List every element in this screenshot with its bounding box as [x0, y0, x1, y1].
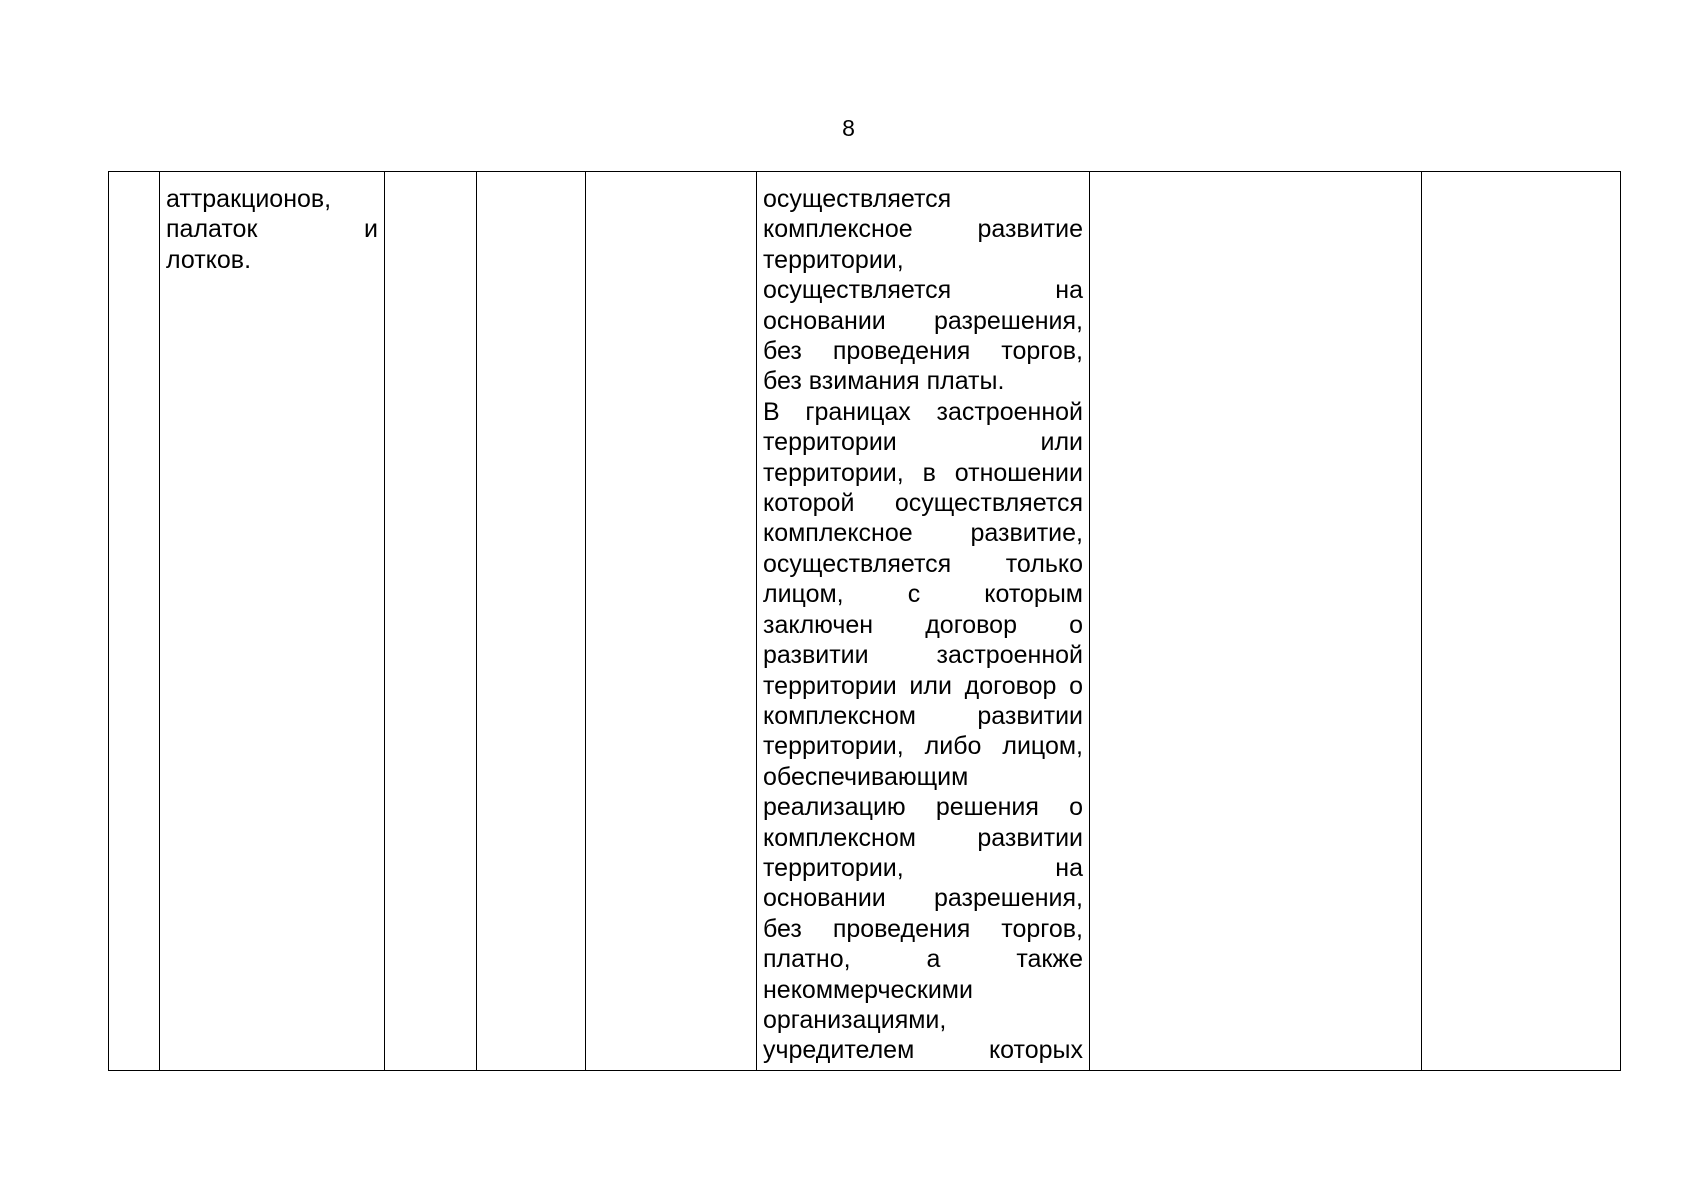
conditions-line: комплексном развитии [763, 823, 1083, 852]
conditions-line: комплексном развитии [763, 701, 1083, 730]
use-description-line: аттракционов, [166, 185, 332, 213]
conditions-line: территории, [763, 245, 904, 274]
conditions-line: без взимания платы. [763, 367, 1005, 396]
page-number: 8 [842, 115, 855, 141]
conditions-text [763, 184, 1083, 1066]
conditions-line: некоммерческими [763, 975, 973, 1004]
conditions-line: заключен договор о [763, 610, 1083, 639]
table-cell-3 [385, 172, 477, 1071]
use-description-line: палаток и [166, 215, 378, 244]
conditions-line: осуществляется [763, 185, 952, 213]
conditions-line: осуществляется на [763, 276, 1083, 305]
table-cell-5 [586, 172, 757, 1071]
conditions-line: В границах застроенной [763, 397, 1083, 426]
use-description-line: лотков. [166, 245, 252, 274]
conditions-line: учредителем которых [763, 1036, 1083, 1065]
use-description-text [166, 184, 378, 275]
conditions-line: осуществляется только [763, 549, 1083, 578]
conditions-line: территории или [763, 428, 1083, 457]
table-cell-conditions [757, 172, 1090, 1071]
conditions-line: комплексное развитие [763, 215, 1083, 244]
conditions-line: территории или договор о [763, 671, 1083, 700]
conditions-line: организациями, [763, 1005, 947, 1034]
table-cell-number [109, 172, 160, 1071]
conditions-line: основании разрешения, [763, 306, 1083, 335]
conditions-line: развитии застроенной [763, 641, 1083, 670]
conditions-line: без проведения торгов, [763, 337, 1083, 366]
conditions-line: основании разрешения, [763, 884, 1083, 913]
table-row [109, 172, 1621, 1071]
conditions-line: лицом, с которым [763, 580, 1083, 609]
conditions-line: обеспечивающим [763, 762, 969, 791]
table-cell-8 [1422, 172, 1621, 1071]
table-cell-4 [477, 172, 586, 1071]
table-cell-7 [1090, 172, 1422, 1071]
conditions-line: платно, а также [763, 945, 1083, 974]
table-cell-use-description [160, 172, 385, 1071]
conditions-line: которой осуществляется [763, 489, 1083, 518]
conditions-line: реализацию решения о [763, 793, 1083, 822]
conditions-line: без проведения торгов, [763, 914, 1083, 943]
conditions-line: территории, в отношении [763, 458, 1083, 487]
conditions-line: территории, на [763, 853, 1083, 882]
conditions-line: территории, либо лицом, [763, 732, 1083, 761]
conditions-line: комплексное развитие, [763, 519, 1083, 548]
document-table [108, 171, 1621, 1071]
